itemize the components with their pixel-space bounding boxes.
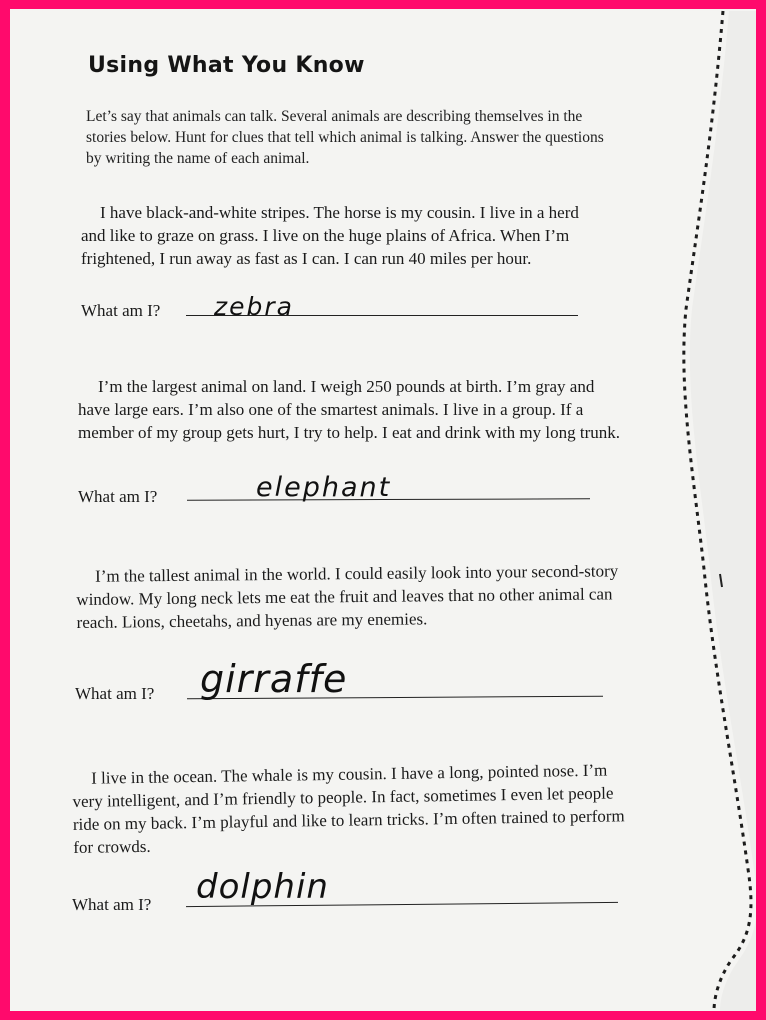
question-label: What am I? [78,487,158,506]
handwritten-answer[interactable]: girraffe [200,657,348,701]
worksheet-page [10,9,756,1011]
question-label: What am I? [81,301,161,320]
perforated-edge [10,9,756,1011]
instructions: Let’s say that animals can talk. Several animals are describing themselves in the stories below. Hunt for clues that tell which animal is talking. Answer the questions by writing the name of each animal. [86,108,604,167]
story-text: I live in the ocean. The whale is my cousin. I have a long, pointed nose. I’m very intelligent, and I’m friendly to people. In fact, sometimes I even let people ride on my back. I’m playful and like to learn tricks. I’m often trained to perform for crowds. [72,760,625,857]
story-text: I have black-and-white stripes. The horse is my cousin. I live in a herd and like to graze on grass. I live on the huge plains of Africa. When I’m frightened, I run away as fast as I can. I can run 40 miles per hour. [81,203,579,268]
handwritten-answer[interactable]: zebra [214,292,294,321]
handwritten-answer[interactable]: elephant [256,472,392,503]
photo-frame [10,9,756,1011]
story-text: I’m the largest animal on land. I weigh 250 pounds at birth. I’m gray and have large ears. I’m also one of the smartest animals. I live in a group. If a member of my group gets hurt, I try to help. I eat and drink with my long trunk. [78,377,621,442]
question-label: What am I? [75,684,155,703]
question-label: What am I? [72,895,152,914]
story-text: I’m the tallest animal in the world. I could easily look into your second-story window. My long neck lets me eat the fruit and leaves that no other animal can reach. Lions, cheetahs, and hyenas are my enemies. [76,561,619,632]
page-title: Using What You Know [88,53,365,78]
handwritten-answer[interactable]: dolphin [196,867,329,907]
